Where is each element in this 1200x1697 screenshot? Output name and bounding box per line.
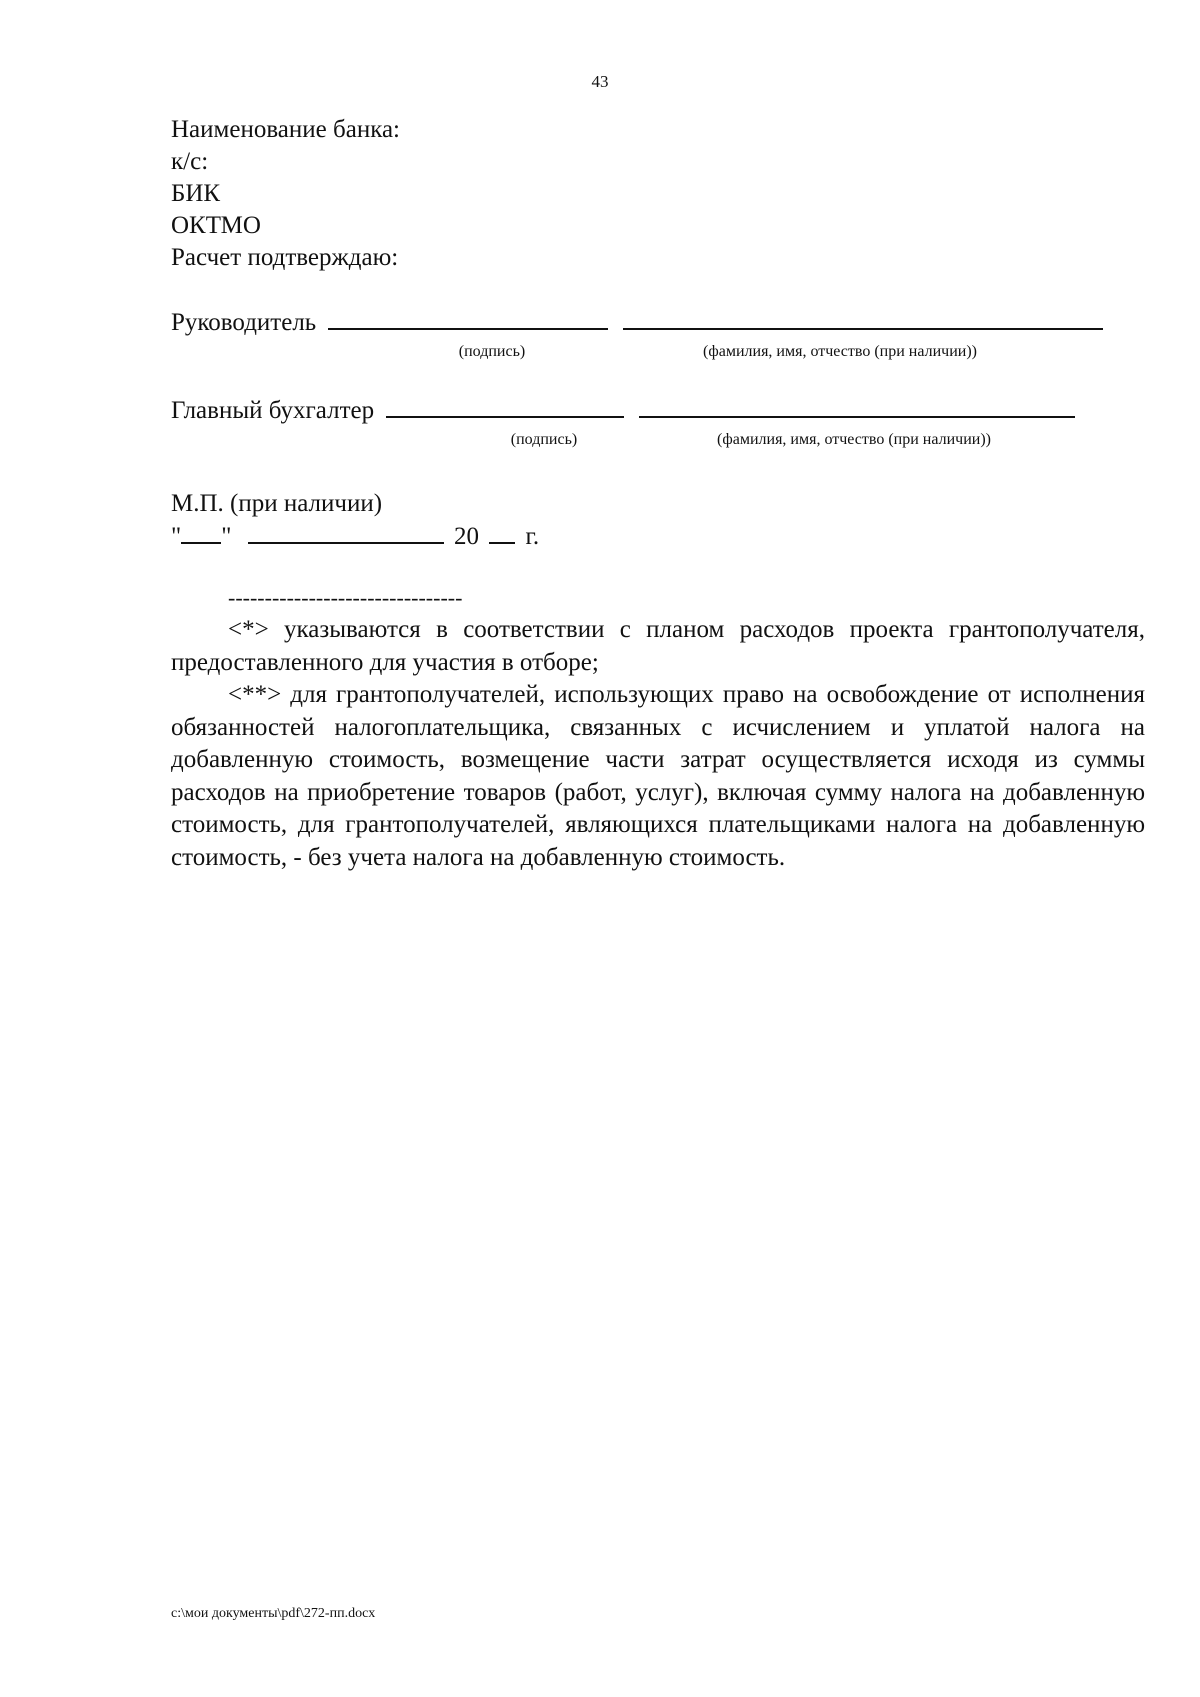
footnote-2: <**> для грантополучателей, использующих право на освобождение от исполнения обязанностей налогоплательщика, связанных с исчислением и уплатой налога на добавленную стоимость, возмещение части затрат осуществляется исходя из суммы расходов на приобретение товаров (работ, услуг), включая сумму налога на добавленную стоимость, для грантополучателей, являющихся плательщиками налога на добавленную стоимость, - без учета налога на добавленную стоимость.: [171, 681, 1145, 871]
date-year-suffix: г.: [525, 523, 540, 550]
head-name-caption: (фамилия, имя, отчество (при наличии)): [703, 343, 977, 360]
date-close-quote: ": [221, 523, 232, 550]
accountant-label: Главный бухгалтер: [171, 397, 375, 424]
footnotes: [171, 614, 1145, 874]
oktmo-label: ОКТМО: [171, 212, 261, 239]
date-year-line: [489, 520, 515, 544]
accountant-name-caption: (фамилия, имя, отчество (при наличии)): [717, 431, 991, 448]
head-label: Руководитель: [171, 309, 317, 336]
footer-file-path: c:\мои документы\pdf\272-пп.docx: [171, 1606, 376, 1621]
date-year-prefix: 20: [453, 523, 479, 550]
head-signature-row: [171, 306, 1103, 339]
bik-label: БИК: [171, 180, 221, 207]
date-month-line: [248, 520, 444, 544]
accountant-signature-line: [386, 394, 624, 418]
head-sign-caption: (подпись): [458, 343, 526, 360]
accountant-sign-caption: (подпись): [510, 431, 578, 448]
confirm-label: Расчет подтверждаю:: [171, 244, 399, 271]
ks-label: к/с:: [171, 148, 209, 175]
date-day-line: [181, 520, 221, 544]
head-signature-line: [328, 306, 608, 330]
stamp-label: М.П. (при наличии): [171, 490, 383, 517]
date-open-quote: ": [171, 523, 182, 550]
head-name-line: [623, 306, 1103, 330]
date-row: [171, 520, 539, 553]
accountant-name-line: [639, 394, 1075, 418]
footnote-1: <*> указываются в соответствии с планом расходов проекта грантополучателя, предоставленного для участия в отборе;: [171, 616, 1145, 676]
bank-name-label: Наименование банка:: [171, 116, 401, 143]
footnote-separator: --------------------------------: [228, 585, 463, 610]
page-number: 43: [591, 72, 609, 91]
accountant-signature-row: [171, 394, 1075, 427]
